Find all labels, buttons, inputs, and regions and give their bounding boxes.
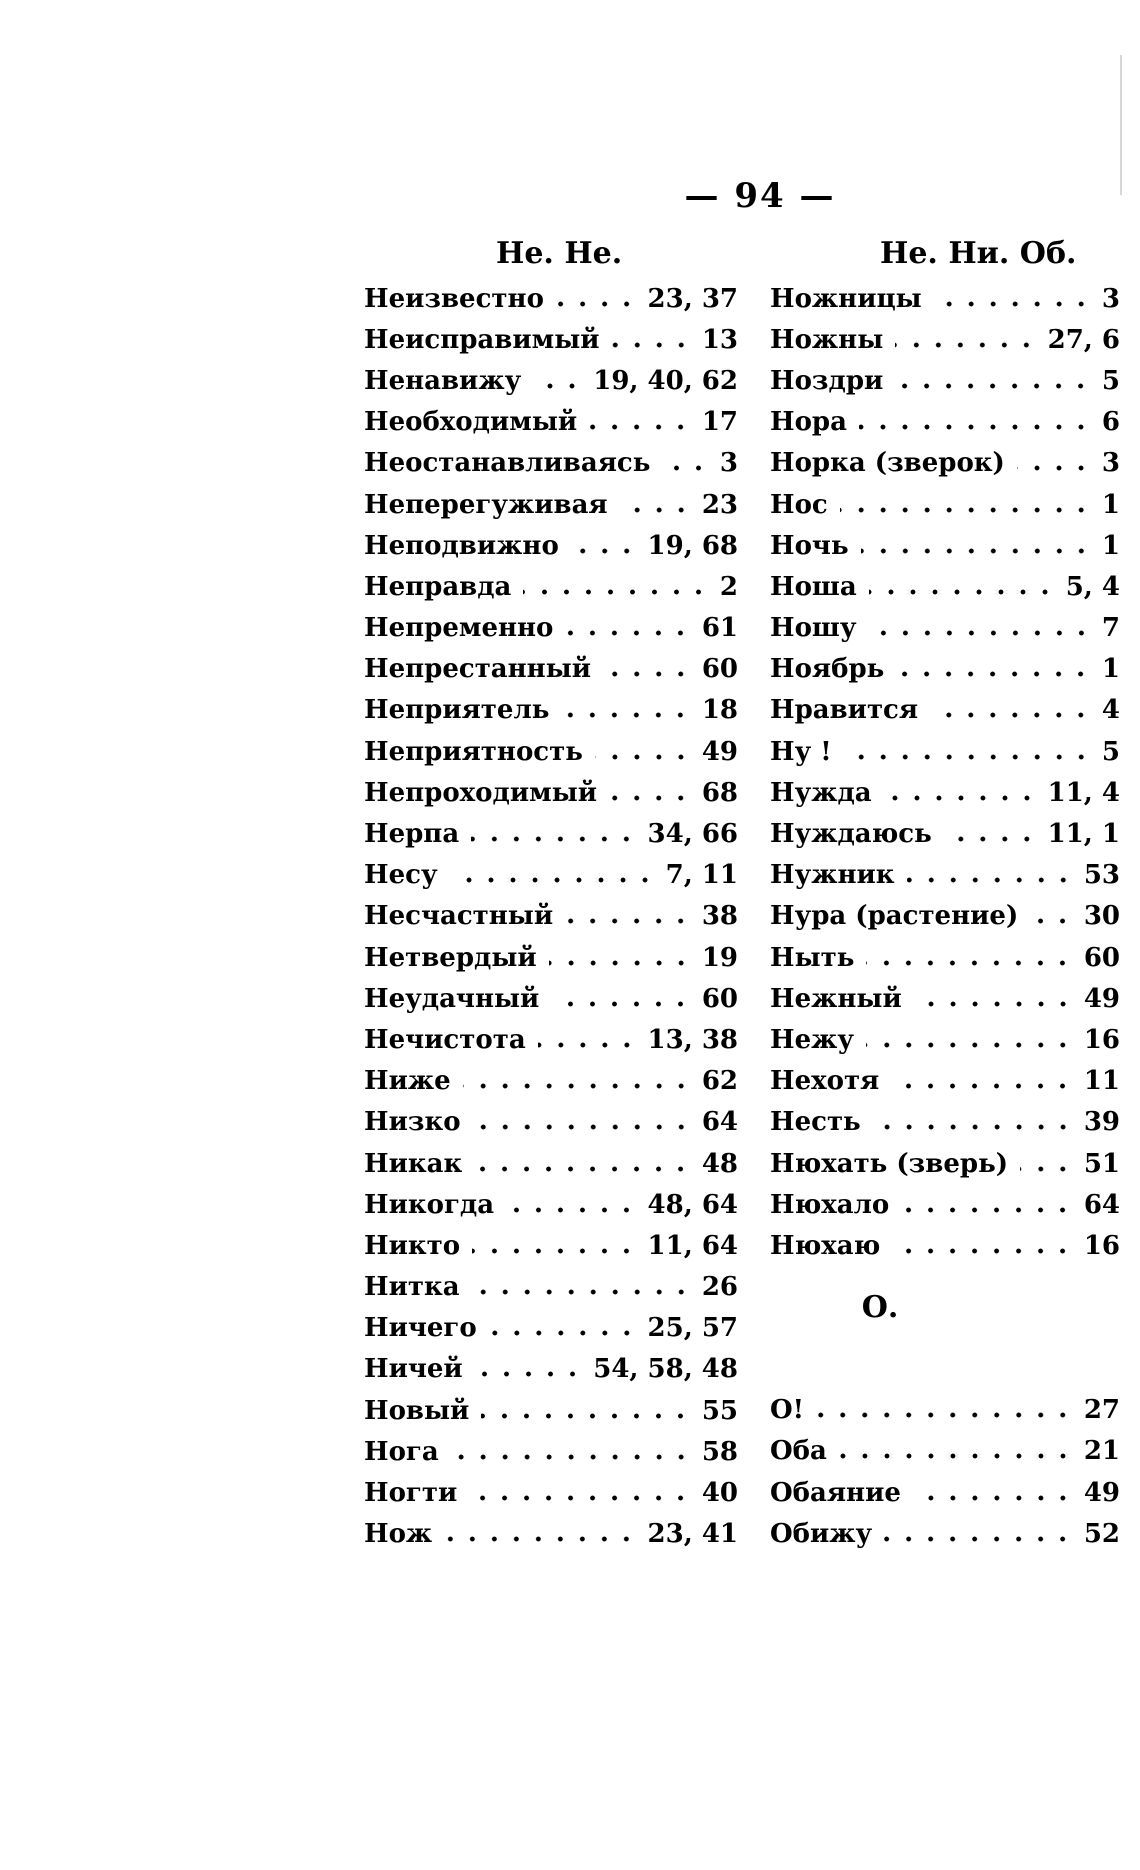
entry-word: Нужник xyxy=(770,860,901,890)
entry-page-refs: 11 xyxy=(1080,1066,1120,1096)
dot-leader xyxy=(463,1083,692,1089)
entry-page-refs: 5 xyxy=(1098,737,1120,767)
entry-word: Неперегуживая xyxy=(364,490,614,520)
index-entry xyxy=(364,1102,738,1143)
left-column-header: Не. Не. xyxy=(496,236,623,271)
index-entry xyxy=(364,360,738,401)
entry-page-refs: 6 xyxy=(1098,407,1120,437)
entry-word: Ничей xyxy=(364,1354,469,1384)
dot-leader xyxy=(489,1330,638,1336)
dot-leader xyxy=(944,836,1038,842)
entry-word: Несу xyxy=(364,860,444,890)
entry-page-refs: 3 xyxy=(1098,284,1120,314)
dot-leader xyxy=(551,1001,691,1007)
entry-word: Нитка xyxy=(364,1272,466,1302)
dot-leader xyxy=(869,589,1056,595)
entry-page-refs: 54, 58, 48 xyxy=(589,1354,738,1384)
entry-page-refs: 49 xyxy=(1080,984,1120,1014)
dot-leader xyxy=(472,1289,692,1295)
entry-word: Нюхаю xyxy=(770,1231,886,1261)
entry-word: Несчастный xyxy=(364,901,559,931)
dot-leader xyxy=(884,1536,1074,1542)
index-entry xyxy=(770,402,1120,443)
entry-word: Обижу xyxy=(770,1519,878,1549)
dot-leader xyxy=(914,1001,1074,1007)
entry-page-refs: 34, 66 xyxy=(644,819,738,849)
index-entry xyxy=(770,896,1120,937)
entry-word: Ножницы xyxy=(770,284,928,314)
index-entry xyxy=(364,1390,738,1431)
dot-leader xyxy=(930,712,1092,718)
entry-page-refs: 39 xyxy=(1080,1107,1120,1137)
entry-page-refs: 48 xyxy=(698,1149,738,1179)
entry-word: Ну ! xyxy=(770,737,838,767)
dot-leader xyxy=(565,918,692,924)
entry-page-refs: 19, 40, 62 xyxy=(589,366,738,396)
dot-leader xyxy=(589,424,692,430)
entry-word: Ножны xyxy=(770,325,889,355)
entry-page-refs: 5 xyxy=(1098,366,1120,396)
index-entry xyxy=(364,937,738,978)
entry-word: Неудачный xyxy=(364,984,545,1014)
entry-page-refs: 62 xyxy=(698,1066,738,1096)
entry-page-refs: 13 xyxy=(698,325,738,355)
dot-leader xyxy=(561,712,691,718)
entry-word: Непрестанный xyxy=(364,654,597,684)
index-entry xyxy=(364,443,738,484)
dot-leader xyxy=(891,1083,1074,1089)
index-entry xyxy=(364,772,738,813)
entry-word: Нужда xyxy=(770,778,878,808)
entry-page-refs: 58 xyxy=(698,1437,738,1467)
index-entry xyxy=(770,1019,1120,1060)
dot-leader xyxy=(472,1248,637,1254)
entry-word: О! xyxy=(770,1395,810,1425)
entry-page-refs: 21 xyxy=(1080,1436,1120,1466)
dot-leader xyxy=(538,1042,638,1048)
entry-page-refs: 27, 6 xyxy=(1044,325,1120,355)
index-entry xyxy=(770,360,1120,401)
index-entry xyxy=(770,1225,1120,1266)
entry-word: Нравится xyxy=(770,695,924,725)
entry-page-refs: 64 xyxy=(698,1107,738,1137)
entry-page-refs: 5, 4 xyxy=(1062,572,1120,602)
dot-leader xyxy=(934,301,1092,307)
dot-leader xyxy=(1020,1166,1074,1172)
dot-leader xyxy=(869,630,1092,636)
entry-page-refs: 61 xyxy=(698,613,738,643)
dot-leader xyxy=(609,795,692,801)
entry-word: Нура (растение) xyxy=(770,901,1024,931)
index-entry xyxy=(770,484,1120,525)
entry-page-refs: 25, 57 xyxy=(644,1313,738,1343)
entry-page-refs: 60 xyxy=(698,984,738,1014)
dot-leader xyxy=(565,630,691,636)
index-entry xyxy=(770,1472,1120,1513)
dot-leader xyxy=(840,507,1092,513)
entry-word: Нехотя xyxy=(770,1066,885,1096)
entry-word: Ноздри xyxy=(770,366,889,396)
entry-page-refs: 1 xyxy=(1098,490,1120,520)
entry-page-refs: 23 xyxy=(698,490,738,520)
entry-word: Неисправимый xyxy=(364,325,606,355)
dot-leader xyxy=(533,383,583,389)
dot-leader xyxy=(816,1412,1074,1418)
index-entry xyxy=(364,1225,738,1266)
dot-leader xyxy=(844,754,1092,760)
entry-page-refs: 60 xyxy=(698,654,738,684)
entry-page-refs: 19, 68 xyxy=(644,531,738,561)
entry-word: Неприятность xyxy=(364,737,589,767)
entry-page-refs: 49 xyxy=(1080,1478,1120,1508)
index-entry xyxy=(770,443,1120,484)
index-entry xyxy=(770,1143,1120,1184)
right-entries-list xyxy=(770,278,1120,1267)
left-index-column xyxy=(364,278,738,1555)
dot-leader xyxy=(866,960,1073,966)
entry-page-refs: 7 xyxy=(1098,613,1120,643)
index-entry xyxy=(364,978,738,1019)
entry-word: Неприятель xyxy=(364,695,555,725)
dot-leader xyxy=(1030,918,1074,924)
entry-page-refs: 52 xyxy=(1080,1519,1120,1549)
index-entry xyxy=(770,855,1120,896)
entry-page-refs: 11, 1 xyxy=(1044,819,1120,849)
dot-leader xyxy=(471,836,637,842)
entry-word: Ноша xyxy=(770,572,863,602)
dot-leader xyxy=(896,671,1092,677)
index-entry xyxy=(770,1431,1120,1472)
dot-leader xyxy=(506,1207,637,1213)
dot-leader xyxy=(450,877,656,883)
index-entry xyxy=(770,525,1120,566)
section-letter: О. xyxy=(861,1290,899,1325)
index-entry xyxy=(770,649,1120,690)
dot-leader xyxy=(475,1371,584,1377)
entry-page-refs: 53 xyxy=(1080,860,1120,890)
entry-word: Ненавижу xyxy=(364,366,527,396)
index-entry xyxy=(364,608,738,649)
entry-word: Нос xyxy=(770,490,834,520)
entry-page-refs: 60 xyxy=(1080,943,1120,973)
dot-leader xyxy=(866,1042,1074,1048)
index-entry xyxy=(364,1514,738,1555)
index-entry xyxy=(770,813,1120,854)
index-entry xyxy=(364,1019,738,1060)
dot-leader xyxy=(895,342,1037,348)
entry-word: Нежный xyxy=(770,984,908,1014)
entry-page-refs: 40 xyxy=(698,1478,738,1508)
dot-leader xyxy=(612,342,692,348)
entry-page-refs: 4 xyxy=(1098,695,1120,725)
entry-word: Ничего xyxy=(364,1313,483,1343)
page-edge-shadow xyxy=(1120,55,1122,195)
entry-page-refs: 7, 11 xyxy=(662,860,738,890)
entry-page-refs: 23, 41 xyxy=(644,1519,738,1549)
entry-word: Неостанавливаясь xyxy=(364,448,656,478)
index-entry xyxy=(364,731,738,772)
entry-page-refs: 55 xyxy=(698,1396,738,1426)
index-entry xyxy=(364,649,738,690)
index-entry xyxy=(770,1061,1120,1102)
entry-word: Ночь xyxy=(770,531,855,561)
index-entry xyxy=(364,813,738,854)
entry-word: Никак xyxy=(364,1149,468,1179)
dot-leader xyxy=(595,754,692,760)
right-column-header: Не. Ни. Об. xyxy=(880,236,1077,271)
index-entry xyxy=(770,608,1120,649)
entry-page-refs: 19 xyxy=(698,943,738,973)
entry-word: Нетвердый xyxy=(364,943,543,973)
dot-leader xyxy=(474,1166,692,1172)
section-spacer xyxy=(770,1349,1120,1390)
entry-word: Нуждаюсь xyxy=(770,819,938,849)
index-entry xyxy=(364,1308,738,1349)
entry-page-refs: 1 xyxy=(1098,531,1120,561)
dot-leader xyxy=(913,1495,1074,1501)
index-entry xyxy=(364,1143,738,1184)
dot-leader xyxy=(662,465,710,471)
dot-leader xyxy=(859,424,1092,430)
index-entry xyxy=(364,1061,738,1102)
entry-word: Нюхало xyxy=(770,1190,895,1220)
index-entry xyxy=(364,690,738,731)
page-number: — 94 — xyxy=(684,176,836,216)
entry-word: Неизвестно xyxy=(364,284,550,314)
entry-word: Неправда xyxy=(364,572,517,602)
entry-page-refs: 16 xyxy=(1080,1025,1120,1055)
entry-page-refs: 11, 64 xyxy=(644,1231,738,1261)
entry-page-refs: 2 xyxy=(716,572,738,602)
entry-page-refs: 3 xyxy=(1098,448,1120,478)
dot-leader xyxy=(451,1454,692,1460)
dot-leader xyxy=(603,671,692,677)
index-entry xyxy=(770,566,1120,607)
entry-page-refs: 30 xyxy=(1080,901,1120,931)
dot-leader xyxy=(861,548,1092,554)
dot-leader xyxy=(895,383,1092,389)
index-entry xyxy=(364,1472,738,1513)
index-entry xyxy=(770,772,1120,813)
entry-word: Никогда xyxy=(364,1190,500,1220)
dot-leader xyxy=(473,1124,692,1130)
entry-page-refs: 48, 64 xyxy=(644,1190,738,1220)
dot-leader xyxy=(444,1536,637,1542)
entry-page-refs: 26 xyxy=(698,1272,738,1302)
entry-word: Непременно xyxy=(364,613,559,643)
entry-page-refs: 11, 4 xyxy=(1044,778,1120,808)
index-entry xyxy=(770,278,1120,319)
index-entry xyxy=(770,731,1120,772)
index-entry xyxy=(770,1390,1120,1431)
index-entry xyxy=(364,1267,738,1308)
entry-page-refs: 13, 38 xyxy=(644,1025,738,1055)
entry-word: Непроходимый xyxy=(364,778,603,808)
entry-page-refs: 64 xyxy=(1080,1190,1120,1220)
index-entry xyxy=(770,319,1120,360)
entry-word: Нож xyxy=(364,1519,438,1549)
entry-page-refs: 1 xyxy=(1098,654,1120,684)
entry-word: Новый xyxy=(364,1396,475,1426)
dot-leader xyxy=(556,301,638,307)
entry-page-refs: 16 xyxy=(1080,1231,1120,1261)
entry-word: Оба xyxy=(770,1436,833,1466)
entry-word: Нюхать (зверь) xyxy=(770,1149,1014,1179)
entry-word: Необходимый xyxy=(364,407,583,437)
dot-leader xyxy=(907,877,1074,883)
dot-leader xyxy=(469,1495,692,1501)
index-entry xyxy=(364,896,738,937)
dot-leader xyxy=(901,1207,1074,1213)
entry-page-refs: 51 xyxy=(1080,1149,1120,1179)
dot-leader xyxy=(884,795,1038,801)
entry-page-refs: 68 xyxy=(698,778,738,808)
index-entry xyxy=(364,402,738,443)
index-entry xyxy=(770,937,1120,978)
index-entry xyxy=(770,1102,1120,1143)
entry-word: Ныть xyxy=(770,943,860,973)
entry-word: Никто xyxy=(364,1231,466,1261)
entry-page-refs: 27 xyxy=(1080,1395,1120,1425)
dot-leader xyxy=(549,960,692,966)
entry-page-refs: 23, 37 xyxy=(644,284,738,314)
entry-word: Обаяние xyxy=(770,1478,907,1508)
index-entry xyxy=(364,319,738,360)
index-entry xyxy=(770,690,1120,731)
dot-leader xyxy=(571,548,638,554)
o-entries-list xyxy=(770,1390,1120,1555)
dot-leader xyxy=(839,1453,1074,1459)
entry-word: Норка (зверок) xyxy=(770,448,1011,478)
entry-page-refs: 49 xyxy=(698,737,738,767)
dot-leader xyxy=(1017,465,1092,471)
entry-word: Низко xyxy=(364,1107,467,1137)
right-index-column xyxy=(770,278,1120,1554)
dot-leader xyxy=(523,589,710,595)
entry-word: Нога xyxy=(364,1437,445,1467)
entry-word: Ногти xyxy=(364,1478,463,1508)
entry-page-refs: 38 xyxy=(698,901,738,931)
index-entry xyxy=(364,1431,738,1472)
index-entry xyxy=(770,978,1120,1019)
entry-page-refs: 3 xyxy=(716,448,738,478)
index-entry xyxy=(364,855,738,896)
index-entry xyxy=(364,1184,738,1225)
entry-word: Несть xyxy=(770,1107,867,1137)
index-entry xyxy=(364,1349,738,1390)
dot-leader xyxy=(620,507,692,513)
dot-leader xyxy=(892,1248,1074,1254)
index-entry xyxy=(770,1184,1120,1225)
index-entry xyxy=(770,1513,1120,1554)
entry-word: Нора xyxy=(770,407,853,437)
entry-word: Неподвижно xyxy=(364,531,565,561)
index-entry xyxy=(364,278,738,319)
index-entry xyxy=(364,484,738,525)
entry-word: Нечистота xyxy=(364,1025,532,1055)
entry-page-refs: 17 xyxy=(698,407,738,437)
dot-leader xyxy=(873,1124,1074,1130)
entry-word: Нежу xyxy=(770,1025,860,1055)
entry-page-refs: 18 xyxy=(698,695,738,725)
entry-word: Ноябрь xyxy=(770,654,890,684)
entry-word: Ниже xyxy=(364,1066,457,1096)
entry-word: Ношу xyxy=(770,613,863,643)
dot-leader xyxy=(481,1413,691,1419)
index-entry xyxy=(364,525,738,566)
index-entry xyxy=(364,566,738,607)
entry-word: Нерпа xyxy=(364,819,465,849)
